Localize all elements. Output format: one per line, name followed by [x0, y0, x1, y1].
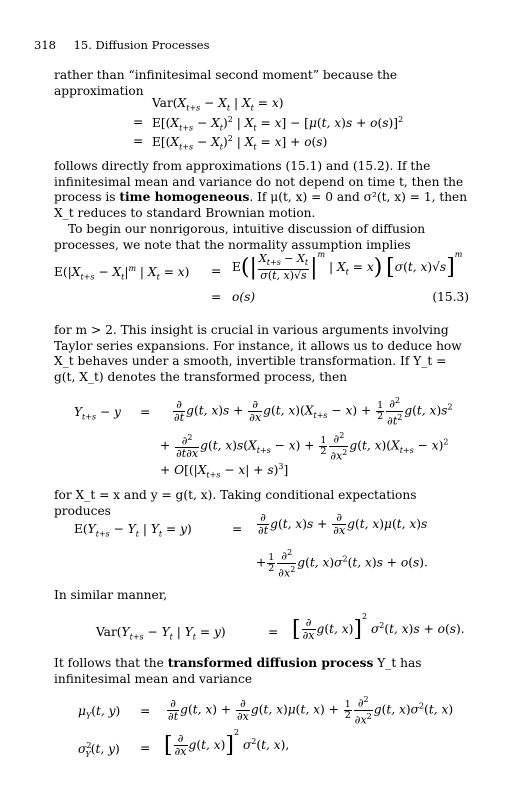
paragraph-6	[54, 588, 469, 604]
moment-lhs: $E(|X_{t+s} - X_t|^m$ | $X_t = x$)	[54, 264, 190, 282]
paragraph-4	[54, 323, 469, 385]
condexp-lhs: $E(Y_{t+s} - Y_t$ | $Y_t = y$)	[74, 522, 192, 539]
book-page: 318 15. Diffusion Processes rather than “infinitesimal second moment” because the approximation $Var(X_{t+s} - X_t$ | $X_t = x$) = $E[(X_{t+s} - X_t)^2$ | $X_t = x] - [\mu(t$, x)s + o(s)]$^2$ = $E[(X_{t+s} - X_t)^2$ | $X_t = x] + o(s)$ follows directly from approximations (15.1) and (15.2). If the infinitesimal mean and variance do not depend on time t, then the process is time homogeneous. If μ(t, x) = 0 and σ²(t, x) = 1, then X_t reduces to standard Brownian motion. To begin our nonrigorous, intuitive discussion of diffusion processes, we note that the normality assumption implies $E(|X_{t+s} - X_t|^m$ | $X_t = x$) = E(| $\frac{X_{t+s} - X_t}{\sigma(t, x)√s}$ $|^m$ | $X_t = x$) [σ(t, x)√s]$^m$ = o(s) (15.3) for m > 2. This insight is crucial in various arguments involving Taylor series expansions. For instance, it allows us to deduce how X_t behaves under a smooth, invertible transformation. If Y_t = g(t, X_t) denotes the transformed process, then $Y_{t+s} - y$ = $\frac{\partial}{\partial t}$ g(t, x)s + $\frac{\partial}{\partial x}$ g(t, $x)(X_{t+s} - x)$ + $\frac{1}{2}$ $\frac{\partial^2}{\partial t^2}$ g(t, $x)s^2$ + $\frac{\partial^2}{\partial t\partial x}$ g(t, $x)s(X_{t+s} - x)$ + $\frac{1}{2}$ $\frac{\partial^2}{\partial x^2}$ g(t, $x)(X_{t+s} - x)^2$ + $O[(|X_{t+s} - x| + s)^3]$ for X_t = x and y = g(t, x). Taking conditional expectations produces $E(Y_{t+s} - Y_t$ | $Y_t = y$) = $\frac{\partial}{\partial t}$ g(t, x)s + $\frac{\partial}{\partial x}$ g(t, x)μ(t, x)s + $\frac{1}{2}$ $\frac{\partial^2}{\partial x^2}$ g(t, $x)\sigma^2(t$, x)s + o(s). In similar manner, $Var(Y_{t+s} - Y_t$ | $Y_t = y$) = [ $\frac{\partial}{\partial x}$ g(t, x)]$^2$ $\sigma^2(t$, x)s + o(s). It follows that the transformed diffusion process Y_t has infinitesimal mean and variance $\mu_Y(t$, y) = $\frac{\partial}{\partial t}$ g(t, x) + $\frac{\partial}{\partial x}$ g(t, x)μ(t, x) + $\frac{1}{2}$ $\frac{\partial^2}{\partial x^2}$ g(t, $x)\sigma^2(t$, x) $\sigma^2_Y(t$, y) = [ $\frac{\partial}{\partial x}$ g(t, x)]$^2$ $\sigma^2(t$, x),	[34, 38, 469, 759]
paragraph-5-text: for X_t = x and y = g(t, x). Taking conditional expectations produces	[54, 488, 417, 518]
var-line-3: $E[(X_{t+s} - X_t)^2$ | $X_t = x] + o(s)$	[152, 134, 328, 152]
page-number: 318	[34, 38, 56, 52]
paragraph-1	[54, 68, 469, 99]
paragraph-1-text: rather than “infinitesimal second moment” because the approximation	[54, 68, 398, 98]
running-header	[34, 38, 210, 52]
var-eq-sign-1: =	[133, 115, 144, 129]
paragraph-2	[54, 159, 469, 221]
taylor-lhs: $Y_{t+s} - y$	[74, 405, 121, 422]
condexp-line-1: $\frac{\partial}{\partial t}$ g(t, x)s + $\frac{\partial}{\partial x}$ g(t, x)μ(t, x)s	[258, 511, 428, 537]
paragraph-4-text: for m > 2. This insight is crucial in various arguments involving Taylor series expansions. For instance, it allows us to deduce how X_t behaves under a smooth, invertible transformation. If Y_t = g(t, X_t) denotes the transformed process, then	[54, 323, 462, 384]
taylor-line-2: + $\frac{\partial^2}{\partial t\partial x}$ g(t, $x)s(X_{t+s} - x)$ + $\frac{1}{2}$ $\frac{\partial^2}{\partial x^2}$ g(t, $x)(X_{t+s} - x)^2$	[160, 431, 449, 463]
muY-lhs: $\mu_Y(t$, y)	[78, 704, 121, 721]
var-line-2: $E[(X_{t+s} - X_t)^2$ | $X_t = x] - [\mu(t$, x)s + o(s)]$^2$	[152, 115, 404, 133]
paragraph-2-text: follows directly from approximations (15.1) and (15.2). If the infinitesimal mean and variance do not depend on time t, then the process is time homogeneous. If μ(t, x) = 0 and σ²(t, x) = 1, then X_t reduces to standard Brownian motion.	[54, 159, 468, 220]
var-eq-sign-2: =	[133, 134, 144, 148]
paragraph-6-text: In similar manner,	[54, 588, 168, 602]
paragraph-7	[54, 656, 469, 687]
paragraph-3	[54, 222, 469, 253]
equation-label: (15.3)	[432, 290, 469, 304]
muY-rhs: $\frac{\partial}{\partial t}$ g(t, x) + $\frac{\partial}{\partial x}$ g(t, x)μ(t, x) + $\frac{1}{2}$ $\frac{\partial^2}{\partial x^2}$ g(t, $x)\sigma^2(t$, x)	[168, 695, 454, 727]
moment-rhs-2: o(s)	[232, 290, 256, 304]
var-line-1: $Var(X_{t+s} - X_t$ | $X_t = x$)	[152, 96, 284, 113]
condvar-rhs: [ $\frac{\partial}{\partial x}$ g(t, x)]$^2$ $\sigma^2(t$, x)s + o(s).	[292, 612, 465, 642]
sigmaY-rhs: [ $\frac{\partial}{\partial x}$ g(t, x)]$^2$ $\sigma^2(t$, x),	[164, 728, 290, 758]
moment-rhs: E(| $\frac{X_{t+s} - X_t}{\sigma(t, x)√s}$ $|^m$ | $X_t = x$) [σ(t, x)√s]$^m$	[232, 250, 463, 283]
taylor-line-1: $\frac{\partial}{\partial t}$ g(t, x)s + $\frac{\partial}{\partial x}$ g(t, $x)(X_{t+s} - x)$ + $\frac{1}{2}$ $\frac{\partial^2}{\partial t^2}$ g(t, $x)s^2$	[174, 396, 453, 428]
paragraph-3-text: To begin our nonrigorous, intuitive discussion of diffusion processes, we note that the normality assumption implies	[54, 222, 426, 252]
sigmaY-lhs: $\sigma^2_Y(t$, y)	[78, 741, 120, 759]
chapter-title: 15. Diffusion Processes	[73, 38, 210, 52]
taylor-line-3: + $O[(|X_{t+s} - x| + s)^3]$	[160, 462, 289, 480]
condvar-lhs: $Var(Y_{t+s} - Y_t$ | $Y_t = y$)	[96, 625, 226, 642]
paragraph-7-text: It follows that the transformed diffusion process Y_t has infinitesimal mean and variance	[54, 656, 422, 686]
condexp-line-2: + $\frac{1}{2}$ $\frac{\partial^2}{\partial x^2}$ g(t, $x)\sigma^2(t$, x)s + o(s).	[256, 548, 428, 580]
